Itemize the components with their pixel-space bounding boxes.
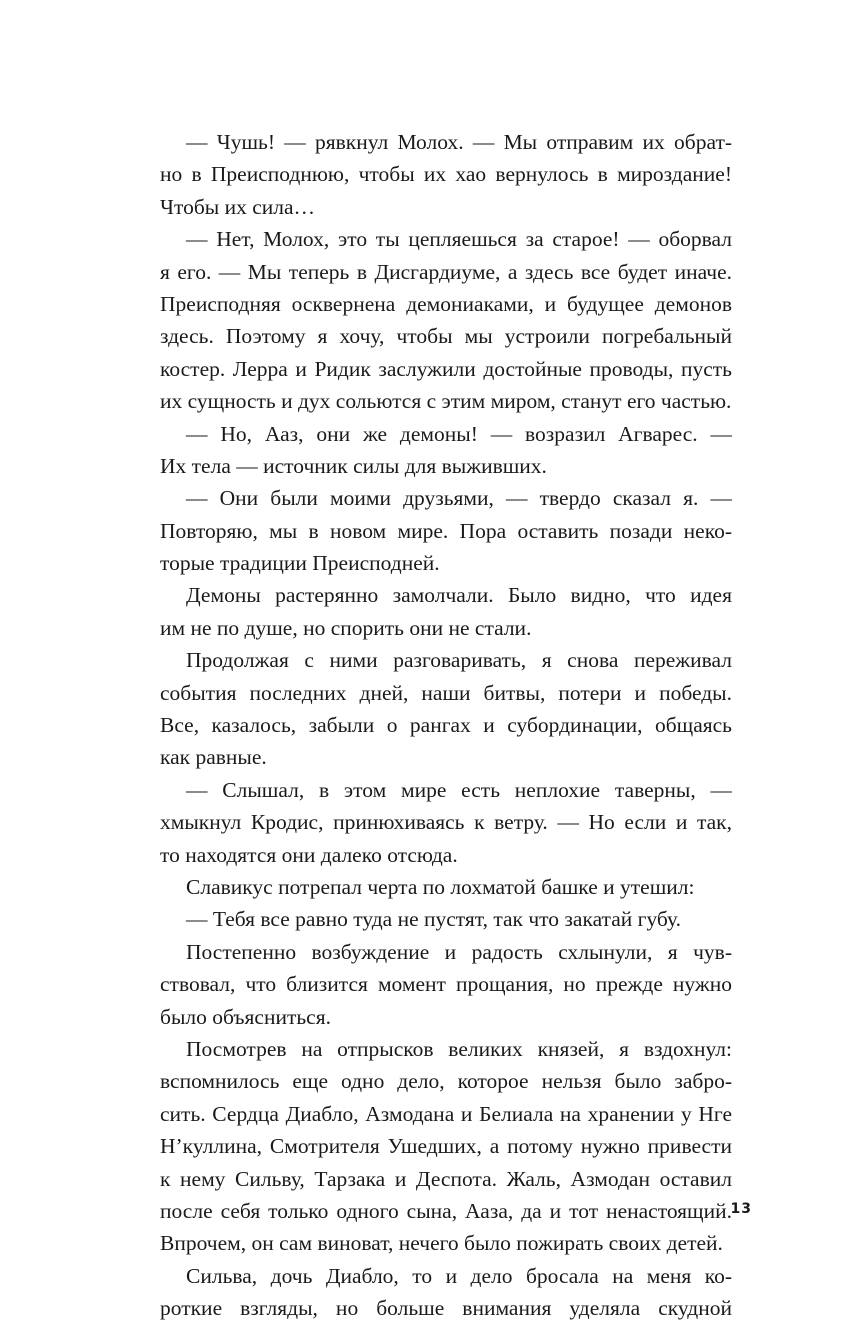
- text-line: — Тебя все равно туда не пустят, так что закатай губу.: [186, 907, 682, 932]
- text-line: Все, казалось, забыли о рангах и субординации, общаясь: [160, 713, 732, 738]
- text-line: к нему Сильву, Тарзака и Деспота. Жаль, Азмодан оставил: [160, 1166, 732, 1191]
- text-line: я его. — Мы теперь в Дисгардиуме, а здесь все будет иначе.: [160, 259, 732, 284]
- text-line: ствовал, что близится момент прощания, но прежде нужно: [160, 972, 732, 997]
- book-page-text: [160, 126, 732, 1324]
- text-line: как равные.: [160, 745, 267, 770]
- text-line: Продолжая с ними разговаривать, я снова переживал: [186, 648, 732, 673]
- text-line: — Они были моими друзьями, — твердо сказал я. —: [186, 486, 732, 511]
- text-line: Преисподняя осквернена демониаками, и будущее демонов: [160, 291, 732, 316]
- text-line: Сильва, дочь Диабло, то и дело бросала на меня ко-: [186, 1263, 732, 1288]
- text-line: Впрочем, он сам виноват, нечего было пожирать своих детей.: [160, 1231, 723, 1256]
- text-line: — Нет, Молох, это ты цепляешься за старое! — оборвал: [186, 227, 732, 252]
- text-line: Посмотрев на отпрысков великих князей, я вздохнул:: [186, 1036, 732, 1061]
- text-line: их сущность и дух сольются с этим миром, станут его частью.: [160, 389, 732, 414]
- text-line: то находятся они далеко отсюда.: [160, 842, 458, 867]
- text-line: — Но, Ааз, они же демоны! — возразил Агварес. —: [186, 421, 732, 446]
- text-line: события последних дней, наши битвы, потери и победы.: [160, 680, 732, 705]
- text-line: — Чушь! — рявкнул Молох. — Мы отправим их обрат-: [186, 130, 732, 154]
- text-line: после себя только одного сына, Ааза, да и тот ненастоящий.: [160, 1198, 732, 1223]
- text-line: но в Преисподнюю, чтобы их хао вернулось в мироздание!: [160, 162, 732, 187]
- text-line: Демоны растерянно замолчали. Было видно, что идея: [186, 583, 732, 608]
- page-number: 13: [730, 1201, 752, 1217]
- text-line: торые традиции Преисподней.: [160, 551, 440, 576]
- text-line: вспомнилось еще одно дело, которое нельзя было забро-: [160, 1069, 732, 1094]
- text-line: Н’куллина, Смотрителя Ушедших, а потому нужно привести: [160, 1134, 732, 1159]
- text-line: Повторяю, мы в новом мире. Пора оставить позади неко-: [160, 518, 732, 543]
- text-line: роткие взгляды, но больше внимания уделяла скудной: [160, 1296, 732, 1321]
- text-line: было объясниться.: [160, 1004, 331, 1029]
- text-line: Постепенно возбуждение и радость схлынули, я чув-: [186, 939, 732, 964]
- text-line: Чтобы их сила…: [160, 194, 316, 219]
- text-line: Славикус потрепал черта по лохматой башке и утешил:: [186, 874, 695, 899]
- text-line: — Слышал, в этом мире есть неплохие таверны, —: [186, 777, 732, 802]
- text-line: им не по душе, но спорить они не стали.: [160, 615, 532, 640]
- text-line: Их тела — источник силы для выживших.: [160, 453, 547, 478]
- text-line: костер. Лерра и Ридик заслужили достойные проводы, пусть: [160, 356, 732, 381]
- text-line: сить. Сердца Диабло, Азмодана и Белиала на хранении у Нге: [160, 1101, 732, 1126]
- text-line: хмыкнул Кродис, принюхиваясь к ветру. — Но если и так,: [160, 810, 732, 835]
- text-line: здесь. Поэтому я хочу, чтобы мы устроили погребальный: [160, 324, 732, 349]
